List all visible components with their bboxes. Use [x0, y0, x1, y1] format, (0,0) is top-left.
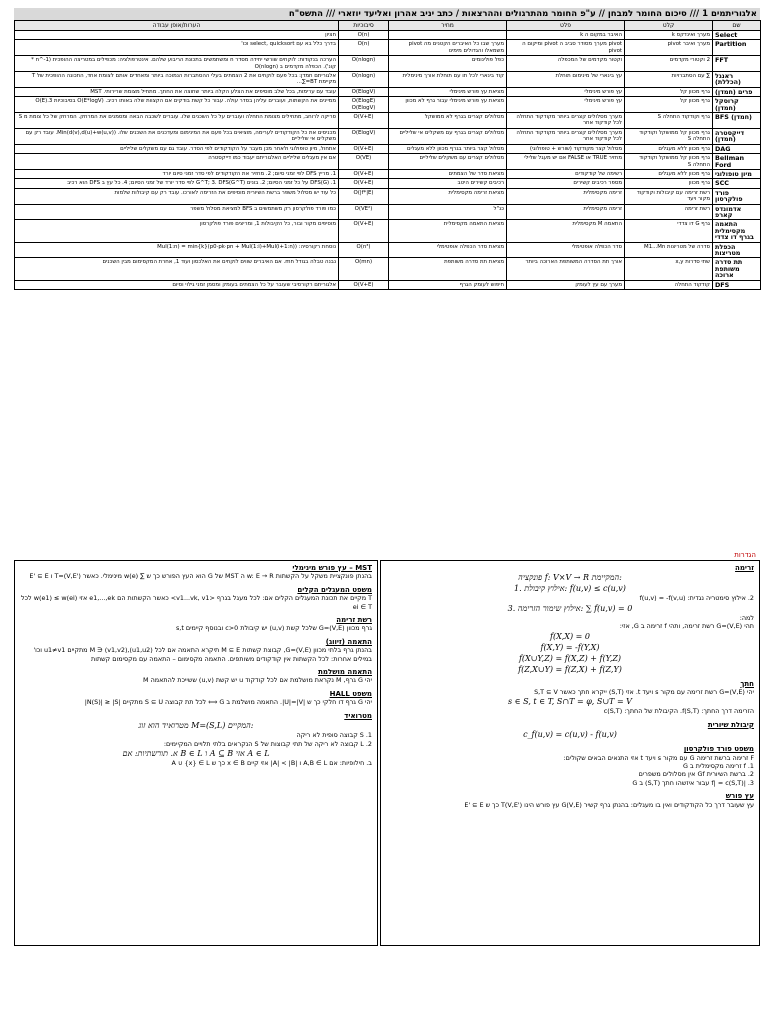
definition-title: חתך — [740, 679, 754, 688]
cell-output: עץ בינארי של מינימום תוחלת — [507, 72, 625, 88]
cell-complexity: O(ElogE) O(ElogV) — [339, 97, 389, 113]
definition-line: s ∈ S, t ∈ T, S∩T = φ, S∪T = V — [508, 697, 632, 707]
cell-output: עץ פורש מינימלי — [507, 87, 625, 96]
table-row — [15, 144, 761, 153]
column-header: סיבוכיות — [339, 21, 389, 31]
cell-notes: כמו פורד פולקרסון רק משתמשים ב BFS למציאת מסלול משפר — [15, 204, 339, 220]
cell-notes: עובד עם ערימות, בכל שלב מוסיפים את הצלע הקלה ביותר שחוצה את החתך. מתחיל מצומת שרירותי. MST — [15, 87, 339, 96]
cell-input: רשת זרימה עם קיבולות וקודקוד מקור ויעד — [625, 188, 713, 204]
definition-line: ב. חילופיות: אם A,B ∈ L ו |A| < |B| אזי קיים x ∈ B כך ש A ∪ {x} ∈ L — [171, 758, 372, 767]
definition-line: יהי G גרף, M נקראת מושלמת אם לכל קודקוד u יש קשת (u,v) ששייכת להתאמה M — [143, 676, 372, 685]
cell-input: רשת זרימה — [625, 204, 713, 220]
cell-output: האיבר במקום ה k — [507, 31, 625, 40]
cell-cost: מסלולים קצרים עם משקלים שליליים — [389, 154, 507, 170]
definition-line: עץ שעובר דרך כל הקודקודים ואין בו מעגלים: בהנתן גרף קשיר G(V,E) עץ פורש הינו T(V,E') כך ש E' ⊆ E — [464, 800, 754, 809]
cell-name: ראנגל (הכללת) — [713, 72, 761, 88]
cell-notes: מוסיפים מקור ובור, כל הקיבולות 1, ומריצים פורד פולקרסון — [15, 220, 339, 242]
cell-complexity: O(ElogV) — [339, 87, 389, 96]
cell-input: גרף מכוון קל — [625, 87, 713, 96]
cell-output: רשימה של קודקודים — [507, 169, 625, 178]
cell-complexity: O(V+E) — [339, 220, 389, 242]
definition-line: בהנתן גרף בלתי מכוון G=(V,E), קבוצת קשתות M ⊆ E תיקרא התאמה אם לכל (u1,u2),(v1,v2) ∈ M מתקיים u1≠v1 וכו' — [33, 646, 372, 655]
definition-section — [386, 792, 754, 809]
cell-cost: מציאת תת סדרה משותפת — [389, 258, 507, 280]
cell-notes: הערכה בנקודות: לוקחים שורשי יחידה מסדר n ומשתמשים בתכונת הריבוע שלהם. אינטרפולציה: מכפילים במטריצה ההופכית (n^-1 * קונ'). הכפלה מקדמים ב O(nlogn) — [15, 56, 339, 72]
definition-title: משפט פורד פולקרסון — [683, 745, 754, 754]
column-header: הערות/אופן עבודה — [15, 21, 339, 31]
cell-output: סדר הכפלה אופטימלי — [507, 242, 625, 258]
definitions-title: הגדרות — [734, 551, 756, 559]
definition-section — [386, 680, 754, 716]
definition-line: 2. L קבוצה לא ריקה של תתי קבוצות של S הנקראים בלתי תלויים המקיימים: — [163, 739, 372, 748]
definition-line: יהי G גרף דו חלקי כך ש |U|=|V|. התאמה מושלמת ב G ⟺ לכל תת קבוצה S ⊆ U מתקיים |N(S)| ≥ |S| — [84, 698, 372, 707]
cell-complexity: O(n³) — [339, 242, 389, 258]
definition-section — [386, 721, 754, 740]
table-row — [15, 40, 761, 56]
cell-complexity: O(V+E) — [339, 144, 389, 153]
cell-name: SCC — [713, 179, 761, 188]
cell-input: מערך ואינדקס k — [625, 31, 713, 40]
table-row — [15, 220, 761, 242]
definition-line: 2. אילוץ סימטריה נגדית: f(u,v) = -f(v,u) — [639, 594, 754, 603]
cell-output: מערך עם עץ לעומק — [507, 280, 625, 289]
cell-input: מערך ואיבר pivot — [625, 40, 713, 56]
definition-line: הזרימה דרך החתך: f(S,T). הקיבולת של החתך: c(S,T) — [603, 707, 754, 716]
cell-name: הכפלת מטריצות — [713, 242, 761, 258]
cell-output: זרימה מקסימלית — [507, 188, 625, 204]
cell-notes: 1. מריץ DFS לפי זמני סיום; 2. מחזיר את הקודקודים לפי סדר זמני סיום יורד — [15, 169, 339, 178]
cell-complexity: O(V+E) — [339, 280, 389, 289]
cell-output: זרימה מקסימלית — [507, 204, 625, 220]
definition-line: F זרימה ברשת זרימה G עם מקור s ויעד t אזי התנאים הבאים שקולים: — [563, 753, 754, 762]
definition-title: התאמה מושלמת — [318, 668, 372, 677]
table-row — [15, 154, 761, 170]
cell-complexity: O(nlogn) — [339, 72, 389, 88]
cell-complexity: O(V+E) — [339, 179, 389, 188]
cell-notes: 1. DFS(G) על כל זמני הסיום; 2. בונים G^T; 3. DFS(G^T) לפי סדר יורד של זמני הסיום; 4. כל עץ ב DFS הוא רכיב — [15, 179, 339, 188]
cell-name: אדמונדס קארפ — [713, 204, 761, 220]
cell-notes: בדרך כלל בא עם select, quicksort וכו' — [15, 40, 339, 56]
cell-cost: מציאת עץ פורש מינימלי — [389, 87, 507, 96]
definition-line: תהי G=(V,E) רשת זרימה, ותהי f זרימה ב G, אזי: — [619, 622, 754, 631]
definition-title: התאמה (זיווג) — [325, 637, 372, 646]
cell-input: גרף מכוון קל ממושקל וקודקוד התחלה S — [625, 154, 713, 170]
definition-line: פונקציה f: V×V → R המקיימת: — [518, 573, 622, 583]
table-row — [15, 128, 761, 144]
column-header: שם — [713, 21, 761, 31]
table-row — [15, 97, 761, 113]
column-header: פלט — [507, 21, 625, 31]
table-row — [15, 280, 761, 289]
cell-cost: קוד בינארי לכל תו עם תוחלת אורך מינימלית — [389, 72, 507, 88]
cell-name: DAG — [713, 144, 761, 153]
cell-notes: כל עוד יש מסלול משפר ברשת השיורית מוסיפים את הזרימה לאורכו. עובד רק עם קיבולות שלמות — [15, 188, 339, 204]
definition-title: זרימה — [735, 564, 754, 572]
cell-complexity: O(mn) — [339, 258, 389, 280]
definition-line: למה: — [739, 613, 754, 622]
definition-line: גרף מכוון G=(V,E) שלכל קשת (u,v) יש קיבולת c>0 ובנוסף קיימים s,t — [175, 624, 372, 633]
table-body — [15, 31, 761, 290]
cell-complexity: O(ElogV) — [339, 128, 389, 144]
definition-line: מטרואיד הוא זוג M=(S,L) המקיים: — [138, 721, 254, 731]
cell-complexity: O(n) — [339, 40, 389, 56]
definition-section — [20, 638, 372, 663]
definition-line: 1. אילוץ קיבולת: f(u,v) ≤ c(u,v) — [514, 584, 626, 594]
cell-input: 2 וקטורי מקדמים — [625, 56, 713, 72]
definition-line: f(X∪Y,Z) = f(X,Z) + f(Y,Z) — [518, 653, 622, 663]
table-row — [15, 242, 761, 258]
cell-input: ∑ עם הסתברויות — [625, 72, 713, 88]
cell-cost — [389, 31, 507, 40]
cell-output: מערך מסלולים קצרים ביותר מקודקוד התחלה לכל קודקוד אחר — [507, 128, 625, 144]
algorithms-table — [14, 20, 761, 290]
page-title: אלגוריתמים 1 /// סיכום החומר למבחן // ע"פ החומר מהתרגולים וההרצאות / כתב יניב אהרון ואליעד יוזארי /// התשס"ח — [14, 8, 760, 20]
definition-title: רשת זרימה — [336, 616, 372, 625]
table-header-row — [15, 21, 761, 31]
cell-complexity: O(VE²) — [339, 204, 389, 220]
definition-title: משפט HALL — [329, 689, 372, 698]
definition-section — [20, 668, 372, 685]
definition-line: 2. ברשת השיורית Gf אין מסלולים משפרים — [638, 770, 754, 779]
cell-output: pivot מערך מסודר סביב ה pivot ומיקום ה pivot — [507, 40, 625, 56]
definition-section — [20, 690, 372, 707]
cell-cost: מציאת סדר של הצמתים — [389, 169, 507, 178]
cell-output: וקטור מקדמים של המכפלה — [507, 56, 625, 72]
cell-cost: מסלולים קצרים בגרף לא ממושקל — [389, 113, 507, 129]
cell-input: גרף G דו צדדי — [625, 220, 713, 242]
cell-name: DFS — [713, 280, 761, 289]
cell-output: התאמה M מקסימלית — [507, 220, 625, 242]
definition-title: משפט המעגלים הקלים — [297, 585, 372, 594]
cell-name: Partition — [713, 40, 761, 56]
cell-input: גרף מכוון ללא מעגלים — [625, 169, 713, 178]
cell-output: מסלול קצר מקודקוד (שורש + טופולוגי) — [507, 144, 625, 153]
definition-title: MST – עץ פורש מינימלי — [292, 564, 372, 572]
cell-complexity: O(V+E) — [339, 169, 389, 178]
definition-line: f(X,Y) = -f(Y,X) — [540, 642, 600, 652]
definition-line: יהי G=(V,E) רשת זרימה עם מקור s ויעד t. אזי (S,T) ייקרא חתך כאשר S,T ⊆ V — [534, 688, 754, 697]
cell-input: שתי סדרות x,y — [625, 258, 713, 280]
cell-name: פורד פולקרסון — [713, 188, 761, 204]
cell-notes: אם אין מעגלים שליליים האלגוריתם יעבוד כמו דייקסטרה — [15, 154, 339, 170]
cell-cost: כנ"ל — [389, 204, 507, 220]
cell-input: גרף מכוון קל ממושקל וקודקוד התחלה S — [625, 128, 713, 144]
definition-title: קיבולת שיורית — [707, 720, 754, 729]
cell-output: מספר רכיבים קשירים — [507, 179, 625, 188]
cell-name: קרוסקל (חמדן) — [713, 97, 761, 113]
table-row — [15, 72, 761, 88]
cell-notes: מכניסים את כל הקודקודים לערימה, מוציאים בכל פעם את המינימום ומעדכנים את השכנים שלו. Min(d(v),d(u)+w(u,v)). עובד רק עם משקלים אי שליליים — [15, 128, 339, 144]
cell-cost: כפל פולינומים — [389, 56, 507, 72]
definition-line: c_f(u,v) = c(u,v) - f(u,v) — [523, 730, 617, 740]
cell-notes: חציון — [15, 31, 339, 40]
cell-input: גרף וקודקוד התחלה S — [625, 113, 713, 129]
definition-section — [20, 712, 372, 768]
cell-complexity: O(V+E) — [339, 113, 389, 129]
definition-line: במילים אחרות: לכל הקשתות אין קודקודים משותפים. התאמה מקסימום – התאמה עם מקסימום קשתות — [91, 654, 372, 663]
table-row — [15, 204, 761, 220]
definition-title: מטרואיד — [344, 711, 372, 720]
definition-section — [20, 564, 372, 581]
table-row — [15, 31, 761, 40]
definition-line: f(Z,X∪Y) = f(Z,X) + f(Z,Y) — [518, 664, 622, 674]
cell-name: תת סדרה משותפת ארוכה — [713, 258, 761, 280]
cell-output: עץ פורש מינימלי — [507, 97, 625, 113]
definition-line: א. תורשתיות: אם B ∈ L ו A ⊆ B אזי A ∈ L — [122, 748, 270, 758]
cell-cost: מסלול קצר ביותר בגרף מכוון ללא מעגלים — [389, 144, 507, 153]
cell-cost: מסלולים קצרים בגרף עם משקלים אי שליליים — [389, 128, 507, 144]
table-row — [15, 87, 761, 96]
definition-title: עץ פורש — [725, 792, 754, 801]
cell-complexity: O(n) — [339, 31, 389, 40]
table-row — [15, 188, 761, 204]
cell-input: סדרה של מטריצות M1...Mn — [625, 242, 713, 258]
cell-cost: רכיבים קשירים היטב — [389, 179, 507, 188]
table-row — [15, 179, 761, 188]
cell-input: גרף מכוון קל — [625, 97, 713, 113]
definition-line: 3. |f| = c(S,T) עבור איזשהו חתך (S,T) ב G — [632, 778, 754, 787]
definition-section — [386, 745, 754, 787]
cell-output: אורך תת הסדרה המשותפת הארוכה ביותר — [507, 258, 625, 280]
table-row — [15, 113, 761, 129]
definition-line: 3. אילוץ שימור הזרימה: ∑ f(u,v) = 0 — [507, 603, 633, 613]
table-row — [15, 258, 761, 280]
definition-section — [20, 616, 372, 633]
cell-input: קודקוד התחלה — [625, 280, 713, 289]
cell-notes: סריקה לרוחב, מתחילים מצומת התחלה ועוברים על כל השכנים שלו. עוברים לשכבה הבאה ומסמנים את המרחק. המרחק של כל צומת מ S — [15, 113, 339, 129]
cell-name: פרים (חמדן) — [713, 87, 761, 96]
cell-name: מיון טופולוגי — [713, 169, 761, 178]
column-header: מחיר — [389, 21, 507, 31]
definition-section — [386, 564, 754, 675]
cell-name: Bellman Ford — [713, 154, 761, 170]
cell-cost: מציאת זרימה מקסימלית — [389, 188, 507, 204]
definition-line: בהנתן פונקציית משקל על הקשתות w: E → R ה MST של G הוא העץ הפורש כך ש ∑ w(e) מינימלי. כאשר T=(V,E') ו E' ⊆ E — [29, 572, 372, 581]
cell-name: התאמה מקסימלית בגרף דו צדדי — [713, 220, 761, 242]
cell-complexity: O(|f*|E) — [339, 188, 389, 204]
cell-output: מערך מסלולים קצרים ביותר מקודקוד התחלה לכל קודקוד אחר — [507, 113, 625, 129]
cell-complexity: O(VE) — [339, 154, 389, 170]
cell-input: גרף מכוון — [625, 179, 713, 188]
table-row — [15, 56, 761, 72]
column-header: קלט — [625, 21, 713, 31]
cell-input: גרף מכוון ללא מעגלים — [625, 144, 713, 153]
cell-cost: מערך שבו כל האיברים הקטנים מה pivot משמאלו והגדולים מימינו — [389, 40, 507, 56]
definition-line: T מקיים את תכונת המעגלים הקלים אם: לכל מעגל בגרף <v1...vk, v1> כאשר הקשתות הם e1,...,ek אזי w(e1) ≤ w(ei) לכל ei ∈ T — [21, 594, 372, 611]
table-row — [15, 169, 761, 178]
cell-name: BFS (חמדן) — [713, 113, 761, 129]
cell-name: Select — [713, 31, 761, 40]
cell-notes: ממיינים את הקשתות, ועוברים עליהן בסדר עולה. עבור כל קשת בודקים אם הקצוות שלה באותו רכיב. O(E*logV) בסיבוכיות 3.O(E) — [15, 97, 339, 113]
cell-notes: אלגוריתם רקורסיבי שעובר על כל הצמתים בעומק ומסמן זמני גילוי וסיום — [15, 280, 339, 289]
definitions-right-column — [380, 560, 760, 946]
cell-cost: מציאת סדר הכפלה אופטימלי — [389, 242, 507, 258]
definitions-left-column — [14, 560, 378, 946]
cell-notes: אלגוריתם חמדן: בכל פעם לוקחים את 2 הצמתים בעלי ההסתברות הנמוכה ביותר ומאחדים אותם לצומת אחד, התכונה ההופכית של T מקיימת BT=∑... — [15, 72, 339, 88]
cell-cost: מציאת התאמה מקסימלית — [389, 220, 507, 242]
cell-notes: נבנה טבלה בגודל mn. אם האיברים שווים לוקחים את האלכסון ועוד 1, אחרת המקסימום מבין השכנים — [15, 258, 339, 280]
cell-name: FFT — [713, 56, 761, 72]
cell-complexity: O(nlogn) — [339, 56, 389, 72]
definition-line: 1. f זרימה מקסימלית ב G — [683, 762, 754, 771]
cell-cost: חיפוש לעומק הגרף — [389, 280, 507, 289]
cell-output: מחזיר TRUE או FALSE אם יש מעגל שלילי — [507, 154, 625, 170]
cell-notes: נוסחת רקורסיה: Mul(1:n) = min{k}(p0·pk·pn + Mul(1:i)+Mul(i+1:n)) — [15, 242, 339, 258]
definition-line: f(X,X) = 0 — [549, 631, 590, 641]
cell-name: דייקסטרה (חמדן) — [713, 128, 761, 144]
definition-section — [20, 586, 372, 611]
cell-notes: אתחול, מיון טופולוגי ולאחר מכן מעבר על הקודקודים לפי הסדר. עובד גם עם משקלים שליליים — [15, 144, 339, 153]
definition-line: 1. S קבוצה סופית לא ריקה — [296, 731, 372, 740]
cell-cost: מציאת עץ פורש מינימלי עבור גרף לא מכוון — [389, 97, 507, 113]
